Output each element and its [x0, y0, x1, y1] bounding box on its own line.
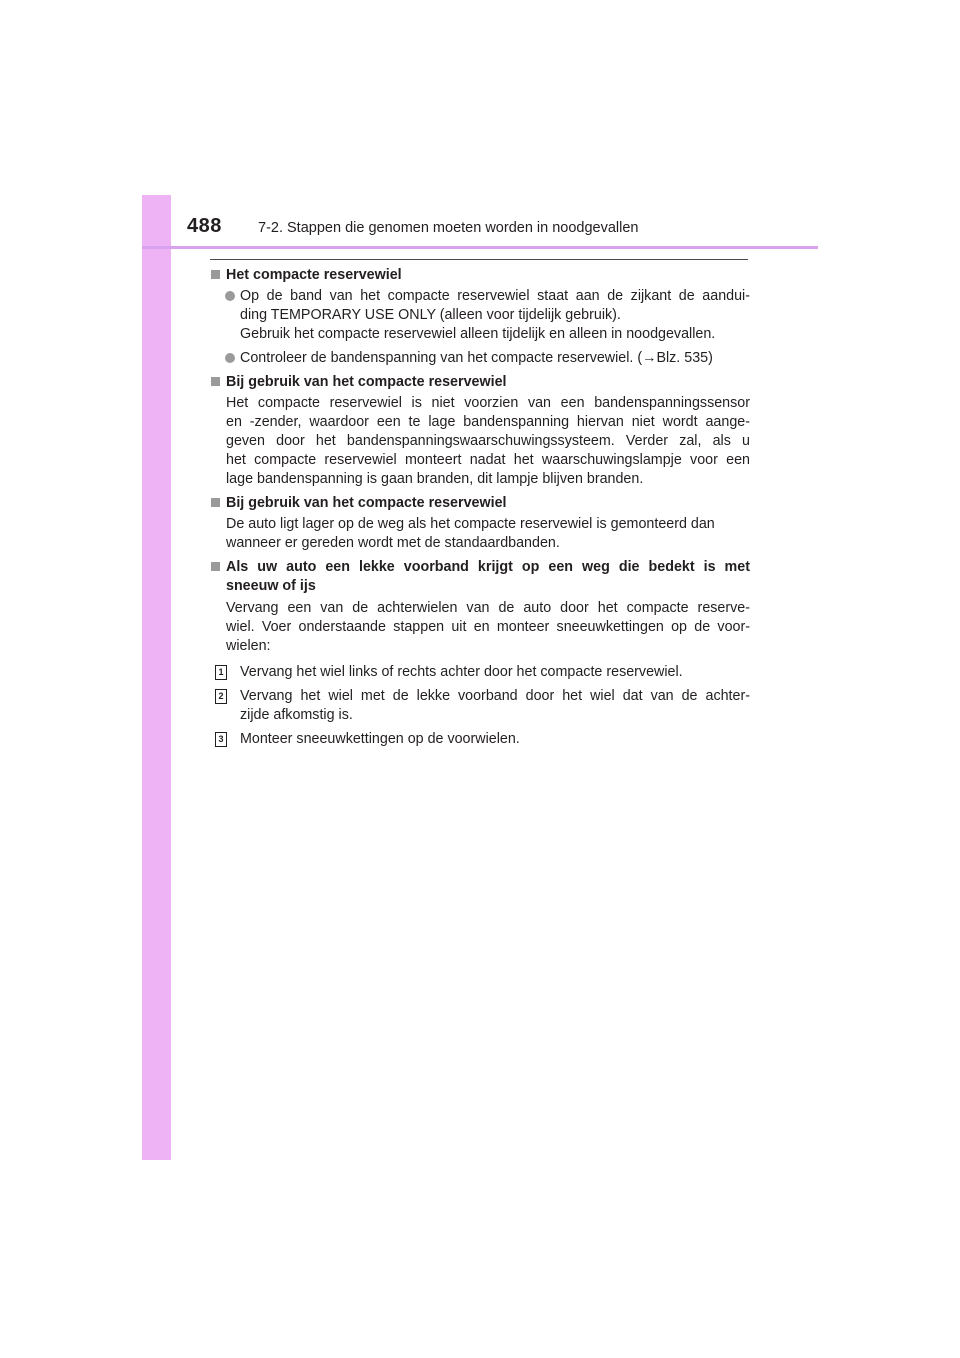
circle-bullet-icon [225, 291, 235, 301]
square-bullet-icon [211, 562, 220, 571]
step-item: 1 Vervang het wiel links of rechts achter door het compacte reservewiel. [210, 663, 750, 682]
circle-bullet-icon [225, 353, 235, 363]
section-heading: Bij gebruik van het compacte reservewiel [210, 373, 750, 392]
paragraph: Vervang een van de achterwielen van de auto door het compacte reserve- wiel. Voer onderstaande stappen uit en monteer sneeuwkettingen op de voor- wielen: [226, 600, 750, 654]
list-item: Op de band van het compacte reservewiel staat aan de zijkant de aandui- ding TEMPORARY USE ONLY (alleen voor tijdelijk gebruik). Gebruik het compacte reservewiel alleen tijdelijk en alleen in noodgevallen. [210, 287, 750, 344]
divider [210, 259, 748, 260]
section-heading: Als uw auto een lekke voorband krijgt op een weg die bedekt is met sneeuw of ijs [210, 558, 750, 596]
section-title: 7-2. Stappen die genomen moeten worden in noodgevallen [258, 220, 639, 236]
step-item: 2 Vervang het wiel met de lekke voorband door het wiel dat van de achter- zijde afkomstig is. [210, 687, 750, 725]
step-number-badge: 2 [215, 689, 227, 704]
section-heading: Het compacte reservewiel [210, 266, 750, 285]
side-tab-strip [142, 195, 171, 1160]
list-item: Controleer de bandenspanning van het compacte reservewiel. (→Blz. 535) [210, 349, 750, 368]
page-number: 488 [187, 215, 222, 237]
step-number-badge: 1 [215, 665, 227, 680]
paragraph: De auto ligt lager op de weg als het compacte reservewiel is gemonteerd dan wanneer er gereden wordt met de standaardbanden. [226, 516, 715, 551]
paragraph: Het compacte reservewiel is niet voorzien van een bandenspanningssensor en -zender, waardoor een te lage bandenspanning hiervan niet wordt aange- geven door het bandenspanningswaarschuwingssysteem. Verder zal, als u het compacte reservewiel monteert nadat het waarschuwingslampje voor een lage bandenspanning is gaan branden, dit lampje blijven branden. [226, 395, 750, 487]
square-bullet-icon [211, 270, 220, 279]
step-item: 3 Monteer sneeuwkettingen op de voorwielen. [210, 730, 750, 749]
page-content [210, 266, 750, 754]
square-bullet-icon [211, 498, 220, 507]
step-number-badge: 3 [215, 732, 227, 747]
section-heading: Bij gebruik van het compacte reservewiel [210, 494, 750, 513]
square-bullet-icon [211, 377, 220, 386]
